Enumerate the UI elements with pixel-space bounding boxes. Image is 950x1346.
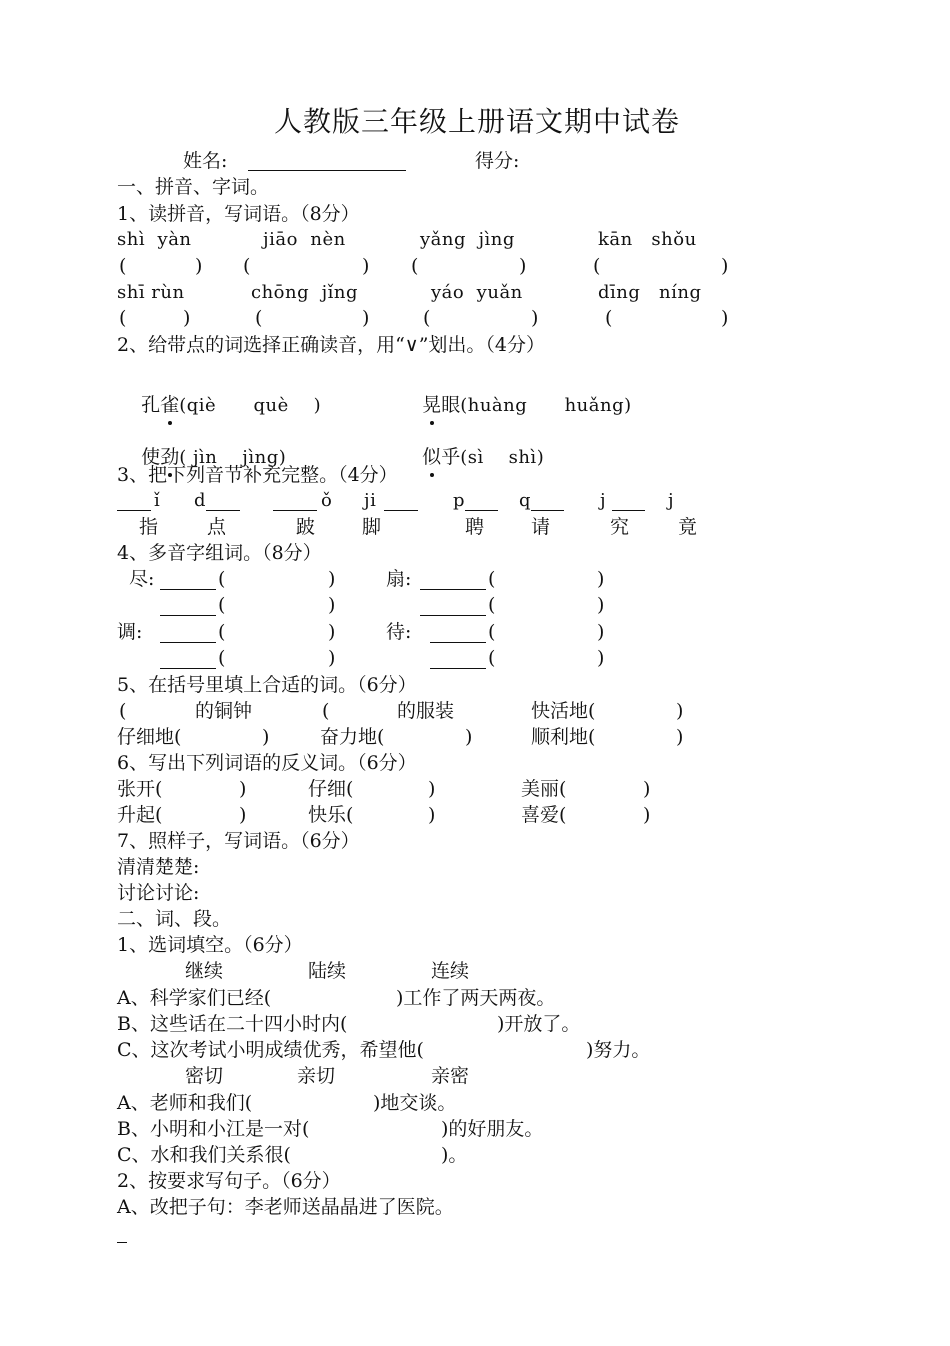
q4-heading: 4、多音字组词。（8分） (117, 542, 322, 564)
word-blank[interactable] (160, 615, 216, 616)
answer-paren-open: ( (119, 307, 127, 329)
answer-paren-close: ) (239, 804, 247, 826)
pinyin: shì yàn (117, 229, 192, 250)
char: 指 (139, 516, 159, 538)
antonym-item: 美丽( (521, 778, 567, 800)
q6-heading: 6、写出下列词语的反义词。（6分） (117, 752, 417, 774)
antonym-item: 仔细( (308, 778, 354, 800)
answer-paren-close: ) (328, 568, 336, 590)
name-label: 姓名: (183, 150, 228, 172)
section-1-heading: 一、拼音、字词。 (117, 176, 270, 198)
example-word: 讨论讨论: (117, 882, 200, 904)
char: 请 (531, 516, 551, 538)
syllable: ji (364, 490, 377, 511)
answer-paren-close: ) (428, 804, 436, 826)
answer-paren-open: ( (255, 307, 263, 329)
answer-paren-close: ) (362, 255, 370, 277)
s2q2-heading: 2、按要求写句子。（6分） (117, 1170, 341, 1192)
answer-paren-close: ) (721, 255, 729, 277)
fill-phrase: 的铜钟 (195, 700, 253, 722)
char: 究 (610, 516, 630, 538)
answer-paren-close: ) (643, 804, 651, 826)
word-choice: 亲切 (297, 1065, 336, 1087)
answer-paren-open: ( (411, 255, 419, 277)
word-blank[interactable] (420, 589, 486, 590)
pinyin: jiāo nèn (263, 229, 346, 250)
s2q1-heading: 1、选词填空。（6分） (117, 934, 303, 956)
q2-item: 似 乎(sì shì) (398, 421, 544, 494)
answer-paren-open: ( (423, 307, 431, 329)
q7-heading: 7、照样子，写词语。（6分） (117, 830, 360, 852)
pinyin: yáo yuǎn (431, 282, 523, 303)
page-title: 人教版三年级上册语文期中试卷 (274, 105, 681, 138)
word-choice: 陆续 (308, 960, 347, 982)
antonym-item: 快乐( (308, 804, 354, 826)
fill-phrase: 奋力地( (320, 726, 385, 748)
q2-item: 孔雀 (qiè què ) (117, 369, 321, 442)
answer-paren-open: ( (243, 255, 251, 277)
word-blank[interactable] (430, 642, 486, 643)
answer-paren-open: ( (218, 568, 226, 590)
answer-paren-close: ) (721, 307, 729, 329)
score-label: 得分: (475, 150, 520, 172)
fill-sentence: )地交谈。 (373, 1092, 457, 1114)
syllable: q (519, 490, 532, 511)
word-choice: 密切 (185, 1065, 224, 1087)
fill-sentence: A、老师和我们( (117, 1092, 253, 1114)
syllable-blank[interactable] (206, 510, 240, 511)
example-word: 清清楚楚: (117, 856, 200, 878)
answer-paren-close: ) (262, 726, 270, 748)
answer-paren-close: ) (465, 726, 473, 748)
syllable-blank[interactable] (117, 510, 151, 511)
word-blank[interactable] (430, 668, 486, 669)
fill-phrase: 顺利地( (531, 726, 596, 748)
word-blank[interactable] (160, 642, 216, 643)
polyphone-char: 调: (117, 621, 143, 643)
syllable-blank[interactable] (273, 510, 317, 511)
q3-heading: 3、把下列音节补充完整。（4分） (117, 464, 398, 486)
answer-paren-close: ) (428, 778, 436, 800)
answer-paren-open: ( (488, 568, 496, 590)
answer-paren-close: ) (597, 568, 605, 590)
answer-paren-open: ( (488, 647, 496, 669)
emphasis-dot (430, 473, 434, 477)
syllable-blank[interactable] (465, 510, 498, 511)
syllable-blank[interactable] (384, 510, 418, 511)
char: 竟 (678, 516, 698, 538)
antonym-item: 张开( (117, 778, 163, 800)
answer-paren-close: ) (676, 700, 684, 722)
name-blank[interactable] (248, 170, 406, 171)
polyphone-char: 尽: (129, 568, 155, 590)
section-2-heading: 二、词、段。 (117, 908, 232, 930)
answer-paren-open: ( (218, 621, 226, 643)
answer-paren-open: ( (593, 255, 601, 277)
pinyin: kān shǒu (598, 229, 697, 250)
rewrite-sentence: A、改把子句：李老师送晶晶进了医院。 (117, 1196, 454, 1218)
char: 脚 (362, 516, 382, 538)
syllable-blank[interactable] (612, 510, 645, 511)
answer-paren-open: ( (218, 594, 226, 616)
q1-heading: 1、读拼音，写词语。（8分） (117, 203, 360, 225)
answer-paren-close: ) (239, 778, 247, 800)
word-choice: 亲密 (431, 1065, 470, 1087)
fill-phrase: 仔细地( (117, 726, 182, 748)
char: 点 (207, 516, 227, 538)
fill-phrase: 的服装 (397, 700, 455, 722)
answer-paren-open: ( (119, 700, 127, 722)
fill-sentence: )努力。 (586, 1039, 651, 1061)
answer-paren-close: ) (183, 307, 191, 329)
q2-heading: 2、给带点的词选择正确读音，用“∨”划出。（4分） (117, 334, 546, 356)
q5-heading: 5、在括号里填上合适的词。（6分） (117, 674, 417, 696)
word-blank[interactable] (160, 589, 216, 590)
word-blank[interactable] (420, 615, 486, 616)
answer-paren-close: ) (362, 307, 370, 329)
syllable-blank[interactable] (531, 510, 564, 511)
q2-item: 晃 眼(huàng huǎng) (398, 369, 632, 442)
syllable: d (194, 490, 207, 511)
fill-sentence: A、科学家们已经( (117, 987, 272, 1009)
polyphone-char: 待: (386, 621, 412, 643)
pinyin: chōng jǐng (251, 282, 359, 303)
pinyin: shī rùn (117, 282, 185, 303)
syllable: ǒ (321, 490, 333, 511)
word-choice: 继续 (185, 960, 224, 982)
fill-sentence: )。 (441, 1144, 468, 1166)
fill-sentence: )开放了。 (497, 1013, 581, 1035)
answer-paren-close: ) (519, 255, 527, 277)
word-blank[interactable] (160, 668, 216, 669)
answer-paren-close: ) (531, 307, 539, 329)
answer-paren-close: ) (597, 647, 605, 669)
antonym-item: 升起( (117, 804, 163, 826)
char: 跛 (296, 516, 316, 538)
answer-paren-open: ( (119, 255, 127, 277)
q2-item: 使劲 ( jìn jìng) (117, 421, 286, 494)
polyphone-char: 扇: (386, 568, 412, 590)
syllable: ǐ (154, 490, 161, 511)
syllable: j (600, 490, 607, 511)
word-choice: 连续 (431, 960, 470, 982)
fill-phrase: 快活地( (531, 700, 596, 722)
fill-sentence: )工作了两天两夜。 (396, 987, 556, 1009)
answer-paren-close: ) (328, 647, 336, 669)
answer-paren-close: ) (597, 594, 605, 616)
answer-paren-open: ( (322, 700, 330, 722)
antonym-item: 喜爱( (521, 804, 567, 826)
answer-line-stub[interactable] (117, 1242, 127, 1243)
syllable: p (453, 490, 466, 511)
pinyin: yǎng jìng (420, 229, 515, 250)
answer-paren-close: ) (597, 621, 605, 643)
char: 聘 (465, 516, 485, 538)
answer-paren-open: ( (605, 307, 613, 329)
answer-paren-open: ( (488, 594, 496, 616)
fill-sentence: )的好朋友。 (441, 1118, 544, 1140)
fill-sentence: B、这些话在二十四小时内( (117, 1013, 348, 1035)
answer-paren-close: ) (328, 621, 336, 643)
syllable: j (668, 490, 675, 511)
answer-paren-close: ) (195, 255, 203, 277)
fill-sentence: C、这次考试小明成绩优秀，希望他( (117, 1039, 424, 1061)
answer-paren-close: ) (643, 778, 651, 800)
fill-sentence: B、小明和小江是一对( (117, 1118, 310, 1140)
pinyin: dīng níng (598, 282, 702, 303)
answer-paren-open: ( (218, 647, 226, 669)
answer-paren-close: ) (676, 726, 684, 748)
answer-paren-close: ) (328, 594, 336, 616)
fill-sentence: C、水和我们关系很( (117, 1144, 291, 1166)
answer-paren-open: ( (488, 621, 496, 643)
